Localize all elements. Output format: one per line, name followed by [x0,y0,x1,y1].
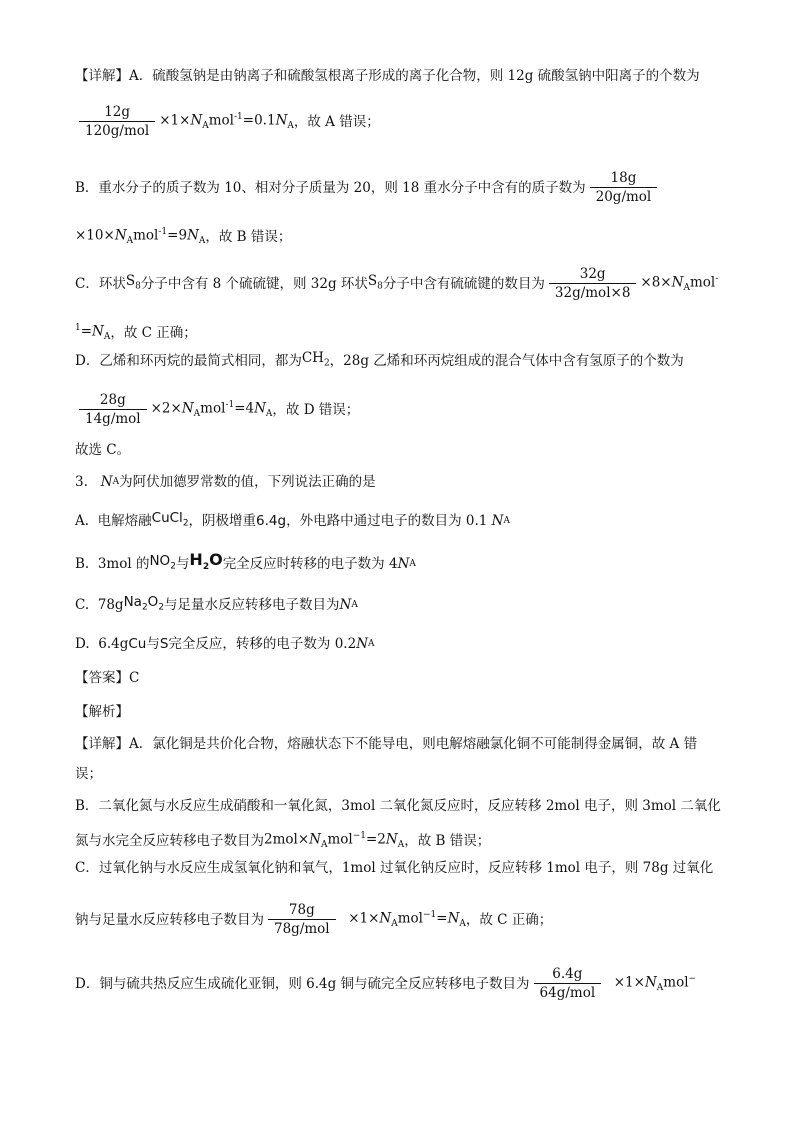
fraction: $\frac{6.4g}{\text{64g/mol}}$ [534,966,602,1001]
q3-option-d: D. 6.4g Cu 与 S 完全反应，转移的电子数为 0.2 N A [75,636,375,652]
q3-detail-d-1: D．铜与硫共热反应生成硫化亚铜，则 6.4g 铜与硫完全反应转移电子数目为 $\frac{6.4g}{\text{64g/mol}}$ $\times 1\times N_Amol^-$ [75,966,697,1001]
q3-detail-c-2: 钠与足量水反应转移电子数目为 $\frac{78g}{\text{78g/mol}}$ $\times 1\times N_Amol^{-1}=N_A$ ，故 C 正确； [75,902,553,937]
q3-detail-a-1: 【详解】A．氯化铜是共价化合物，熔融状态下不能导电，则电解熔融氯化铜不可能制得金属铜，故 A 错 [75,736,698,752]
q3-answer: 【答案】C [75,670,140,686]
q3-analysis-label: 【解析】 [75,704,129,720]
q3-option-b: B. 3mol 的 $NO_2$ 与 $H_2O$ 完全反应时转移的电子数为 4 N A [75,550,416,573]
detail-c-text: C．环状 $S_8$ 分子中含有 8 个硫硫键，则 32g 环状 $S_8$ 分子中含有硫硫键的数目为 $\frac{32g}{\text{32g/mol×8}}$ $\times 8\times N_Amol^-$ [75,266,719,301]
detail-d-text: D．乙烯和环丙烷的最简式相同，都为 $CH_2$ ，28g 乙烯和环丙烷组成的混合气体中含有氢原子的个数为 [75,350,684,369]
q3-detail-b-1: B．二氧化氮与水反应生成硝酸和一氧化氮，3mol 二氧化氮反应时，反应转移 2mol 电子，则 3mol 二氧化 [75,798,721,814]
q3-detail-c-1: C．过氧化钠与水反应生成氢氧化钠和氧气，1mol 过氧化钠反应时，反应转移 1mol 电子，则 78g 过氧化 [75,860,714,876]
q3-detail-a-2: 误； [75,766,102,782]
q3-option-c: C. 78g $Na_2O_2$ 与足量水反应转移电子数目为 N A [75,594,358,613]
fraction: $\frac{28g}{\text{14g/mol}}$ [79,392,147,427]
q2-conclusion: 故选 C。 [75,442,131,458]
fraction: $\frac{18g}{\text{20g/mol}}$ [590,170,658,205]
detail-d-formula: $\frac{28g}{\text{14g/mol}}$ $\times 2\times N_Amol^{-1}=4N_A$ ，故 D 错误； [75,392,734,427]
detail-a-text: 【详解】A．硫酸氢钠是由钠离子和硫酸氢根离子形成的离子化合物，则 12g 硫酸氢钠中阳离子的个数为 [75,68,700,84]
detail-a-formula: $\frac{12g}{\text{120g/mol}}$ $\times 1\times N_Amol^{-1}=0.1N_A$ ，故 A 错误； [75,104,734,139]
q3-stem: 3. N A 为阿伏加德罗常数的值，下列说法正确的是 [75,474,376,490]
detail-b-formula: $\times 10\times N_Amol^{-1}=9N_A$ ，故 B 错误； [75,227,292,247]
fraction: $\frac{12g}{\text{120g/mol}}$ [79,104,155,139]
q3-detail-b-2: 氮与水完全反应转移电子数目为 $2mol\times N_Amol^{-1}=2N_A$ ，故 B 错误； [75,831,491,851]
detail-c-formula: $^1=N_A$ ，故 C 正确； [75,323,197,343]
detail-b-text: B．重水分子的质子数为 10、相对分子质量为 20，则 18 重水分子中含有的质子数为 $\frac{18g}{\text{20g/mol}}$ [75,170,734,205]
fraction: $\frac{78g}{\text{78g/mol}}$ [268,902,336,937]
fraction: $\frac{32g}{\text{32g/mol×8}}$ [549,266,637,301]
q3-option-a: A. 电解熔融 CuCl$_2$ ，阴极增重 6.4g ，外电路中通过电子的数目为 0.1 N A [75,510,510,529]
